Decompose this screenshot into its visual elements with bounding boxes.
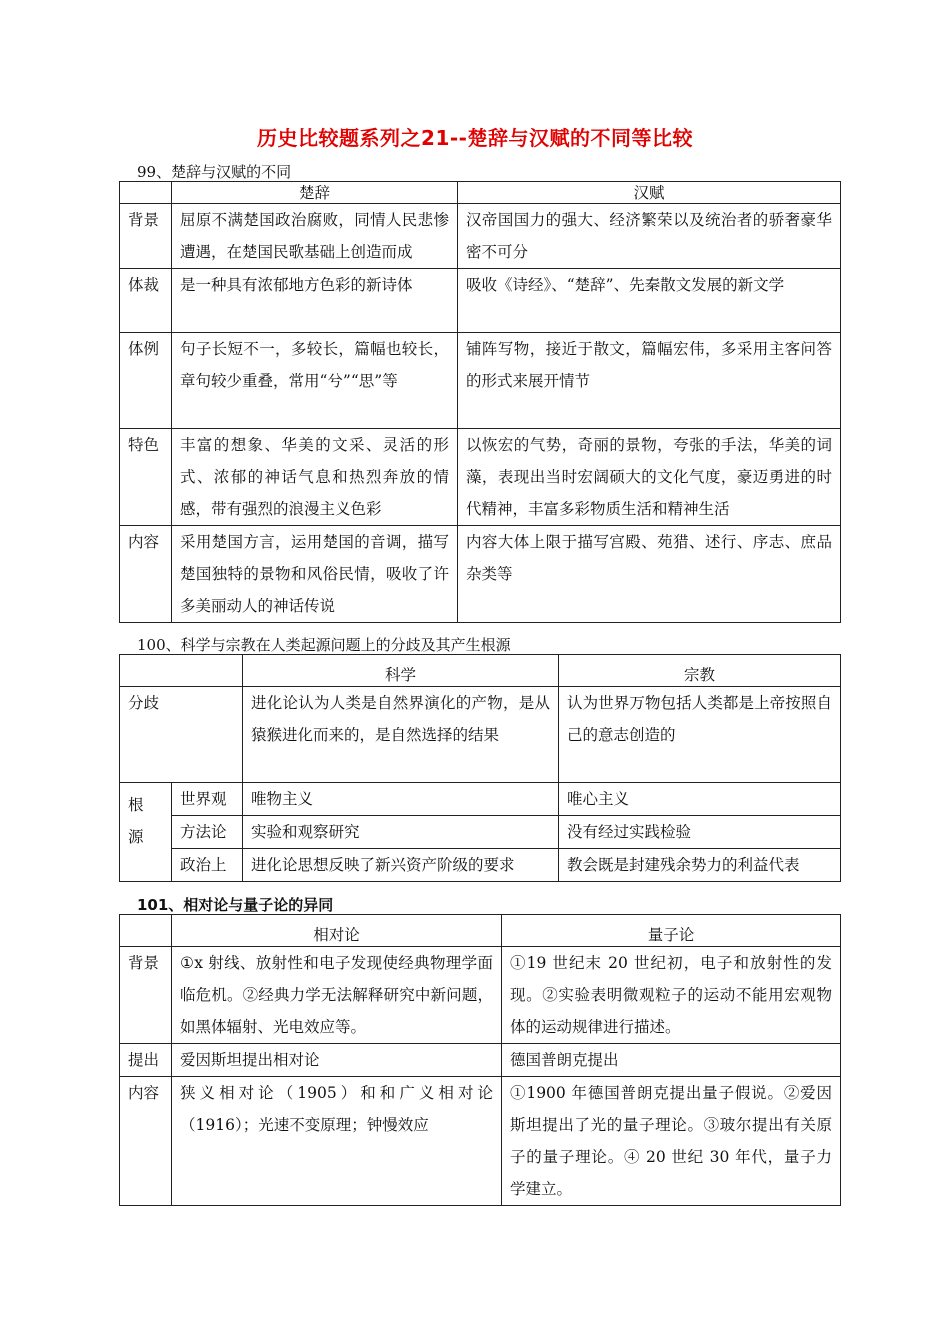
table-cell: 唯心主义 [559, 783, 841, 816]
table-101-header-relativity: 相对论 [172, 915, 502, 947]
table-row-label: 体裁 [120, 269, 172, 333]
table-cell: 进化论思想反映了新兴资产阶级的要求 [243, 849, 559, 882]
table-99 [119, 181, 841, 623]
table-100-corner [120, 655, 243, 687]
genyuan-char-2: 源 [128, 828, 144, 846]
table-99-header-hanfu: 汉赋 [458, 182, 841, 204]
table-row-label-genyuan [120, 783, 172, 882]
table-101 [119, 914, 841, 1206]
table-cell: 进化论认为人类是自然界演化的产物，是从猿猴进化而来的，是自然选择的结果 [243, 687, 559, 783]
section-100-caption: 100、科学与宗教在人类起源问题上的分歧及其产生根源 [137, 636, 511, 654]
table-99-header-chuci: 楚辞 [172, 182, 458, 204]
table-cell: 屈原不满楚国政治腐败，同情人民悲惨遭遇，在楚国民歌基础上创造而成 [172, 204, 458, 269]
table-cell: 爱因斯坦提出相对论 [172, 1044, 502, 1077]
table-cell: 内容大体上限于描写宫殿、苑猎、述行、序志、庶品杂类等 [458, 526, 841, 623]
table-cell: 德国普朗克提出 [502, 1044, 841, 1077]
table-cell: 句子长短不一，多较长，篇幅也较长，章句较少重叠，常用“兮”“思”等 [172, 333, 458, 429]
table-cell: 吸收《诗经》、“楚辞”、先秦散文发展的新文学 [458, 269, 841, 333]
table-cell: 汉帝国国力的强大、经济繁荣以及统治者的骄奢豪华密不可分 [458, 204, 841, 269]
page-title: 历史比较题系列之21--楚辞与汉赋的不同等比较 [257, 126, 693, 150]
table-cell: 丰富的想象、华美的文采、灵活的形式、浓郁的神话气息和热烈奔放的情感，带有强烈的浪漫主义色彩 [172, 429, 458, 526]
table-100 [119, 654, 841, 882]
table-101-header-quantum: 量子论 [502, 915, 841, 947]
table-cell: 以恢宏的气势，奇丽的景物，夸张的手法，华美的词藻，表现出当时宏阔硕大的文化气度，豪迈勇进的时代精神，丰富多彩物质生活和精神生活 [458, 429, 841, 526]
table-sub-label: 政治上 [172, 849, 243, 882]
table-sub-label: 世界观 [172, 783, 243, 816]
genyuan-char-1: 根 [128, 796, 144, 814]
table-row-label: 特色 [120, 429, 172, 526]
table-cell: 教会既是封建残余势力的利益代表 [559, 849, 841, 882]
table-100-header-religion: 宗教 [559, 655, 841, 687]
table-row-label: 体例 [120, 333, 172, 429]
table-cell: 铺阵写物，接近于散文，篇幅宏伟，多采用主客问答的形式来展开情节 [458, 333, 841, 429]
table-row-label: 背景 [120, 204, 172, 269]
table-cell: ①1900 年德国普朗克提出量子假说。②爱因斯坦提出了光的量子理论。③玻尔提出有关原子的量子理论。④ 20 世纪 30 年代，量子力学建立。 [502, 1077, 841, 1206]
table-sub-label: 方法论 [172, 816, 243, 849]
table-100-header-science: 科学 [243, 655, 559, 687]
table-cell: ①x 射线、放射性和电子发现使经典物理学面临危机。②经典力学无法解释研究中新问题，如黑体辐射、光电效应等。 [172, 947, 502, 1044]
table-row-label: 内容 [120, 1077, 172, 1206]
table-cell: 没有经过实践检验 [559, 816, 841, 849]
table-row-label: 分歧 [120, 687, 243, 783]
table-cell: ①19 世纪末 20 世纪初，电子和放射性的发现。②实验表明微观粒子的运动不能用宏观物体的运动规律进行描述。 [502, 947, 841, 1044]
table-row-label: 背景 [120, 947, 172, 1044]
section-101-caption: 101、相对论与量子论的异同 [137, 896, 334, 914]
table-cell: 唯物主义 [243, 783, 559, 816]
table-99-corner [120, 182, 172, 204]
table-cell: 狭义相对论（1905）和和广义相对论（1916）；光速不变原理；钟慢效应 [172, 1077, 502, 1206]
table-cell: 是一种具有浓郁地方色彩的新诗体 [172, 269, 458, 333]
section-99-caption: 99、楚辞与汉赋的不同 [137, 163, 292, 181]
table-cell: 采用楚国方言，运用楚国的音调，描写楚国独特的景物和风俗民情，吸收了许多美丽动人的神话传说 [172, 526, 458, 623]
table-row-label: 提出 [120, 1044, 172, 1077]
table-row-label: 内容 [120, 526, 172, 623]
table-cell: 实验和观察研究 [243, 816, 559, 849]
table-101-corner [120, 915, 172, 947]
table-cell: 认为世界万物包括人类都是上帝按照自己的意志创造的 [559, 687, 841, 783]
